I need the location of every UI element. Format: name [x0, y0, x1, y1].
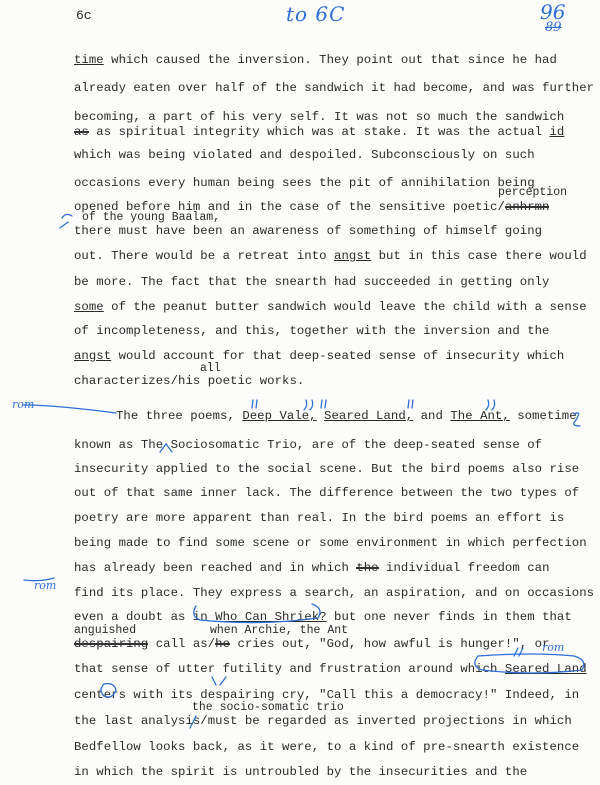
margin-note: rom [12, 398, 35, 411]
underlined-word: angst [74, 349, 112, 363]
poem-title: Deep Vale, [242, 409, 317, 423]
text-line: insecurity applied to the social scene. But the bird poems also rise [74, 462, 580, 476]
typed-insertion: perception [498, 186, 568, 199]
poem-title: Seared Land, [324, 409, 414, 423]
struck-word: as [74, 125, 89, 139]
text-line: angst would account for that deep-seated sense of insecurity which [74, 349, 565, 363]
handwritten-number-bottom: 89 [545, 20, 562, 35]
margin-note: rom [34, 579, 57, 592]
text-line: being made to find some scene or some environment in which perfection [74, 536, 587, 550]
text-line: opened before him and in the case of the sensitive poetic/anhrmn [74, 200, 550, 214]
text-line: occasions every human being sees the pit of annihilation being [74, 176, 535, 190]
struck-word: he [215, 637, 231, 651]
typed-insertion: all [200, 362, 221, 375]
text-line: centers with its despairing cry, "Call this a democracy!" Indeed, in [74, 688, 580, 702]
text-line: characterizes/his poetic works. [74, 374, 305, 388]
typed-insertion: the socio-somatic trio [192, 701, 344, 714]
page-number: 6c [76, 8, 92, 23]
text-line: even a doubt as in Who Can Shriek? but one never finds in them that [74, 610, 572, 624]
underlined-word: id [549, 125, 565, 139]
poem-title: The Ant, [450, 409, 510, 423]
text-line: which was being violated and despoiled. Subconsciously on such [74, 148, 535, 162]
text-line: Bedfellow looks back, as it were, to a kind of pre-snearth existence [74, 740, 580, 754]
typed-insertion: anguished [74, 624, 137, 637]
text-line: time which caused the inversion. They point out that since he had [74, 53, 557, 67]
text-line: has already been reached and in which the individual freedom can [74, 561, 550, 575]
text-line: find its place. They express a search, an aspiration, and on occasions [74, 586, 595, 600]
poem-title: Who Can Shriek? [215, 610, 327, 624]
poem-title: Seared Land [504, 662, 587, 676]
struck-word: despairing [74, 637, 149, 651]
text-line: in which the spirit is untroubled by the insecurities and the [74, 765, 528, 779]
text-line: becoming, a part of his very self. It was not so much the sandwich [74, 110, 565, 124]
text-line: of incompleteness, and this, together with the inversion and the [74, 324, 550, 338]
text-line: be more. The fact that the snearth had succeeded in getting only [74, 275, 550, 289]
struck-word: anhrmn [504, 200, 550, 214]
typed-insertion: of the young Baalam, [82, 211, 221, 224]
text-line: despairing call as/he cries out, "God, how awful is hunger!", or [74, 637, 550, 651]
text-line: already eaten over half of the sandwich it had become, and was further [74, 81, 595, 95]
text-line: there must have been an awareness of something of himself going [74, 224, 543, 238]
underlined-word: some [74, 300, 104, 314]
text-line: the last analysis/must be regarded as inverted projections in which [74, 714, 572, 728]
text-line: poetry are more apparent than real. In the bird poems an effort is [74, 511, 565, 525]
typed-insertion: when Archie, the Ant [210, 624, 349, 637]
text-line: out. There would be a retreat into angst but in this case there would [74, 249, 587, 263]
struck-word: the [356, 561, 379, 575]
underlined-word: angst [334, 249, 372, 263]
text-line: that sense of utter futility and frustration around which Seared Land [74, 662, 587, 676]
handwritten-number-top: 96 [540, 0, 566, 24]
text-line: some of the peanut butter sandwich would leave the child with a sense [74, 300, 587, 314]
handwritten-page-label: to 6C [286, 2, 346, 26]
text-line: out of that same inner lack. The difference between the two types of [74, 486, 580, 500]
margin-note: rom [542, 641, 565, 654]
text-line: as as spiritual integrity which was at stake. It was the actual id [74, 125, 565, 139]
text-line: known as The Sociosomatic Trio, are of the deep-seated sense of [74, 438, 543, 452]
text-line: The three poems, Deep Vale, Seared Land, and The Ant, sometime [116, 409, 577, 423]
underlined-word: time [74, 53, 104, 67]
